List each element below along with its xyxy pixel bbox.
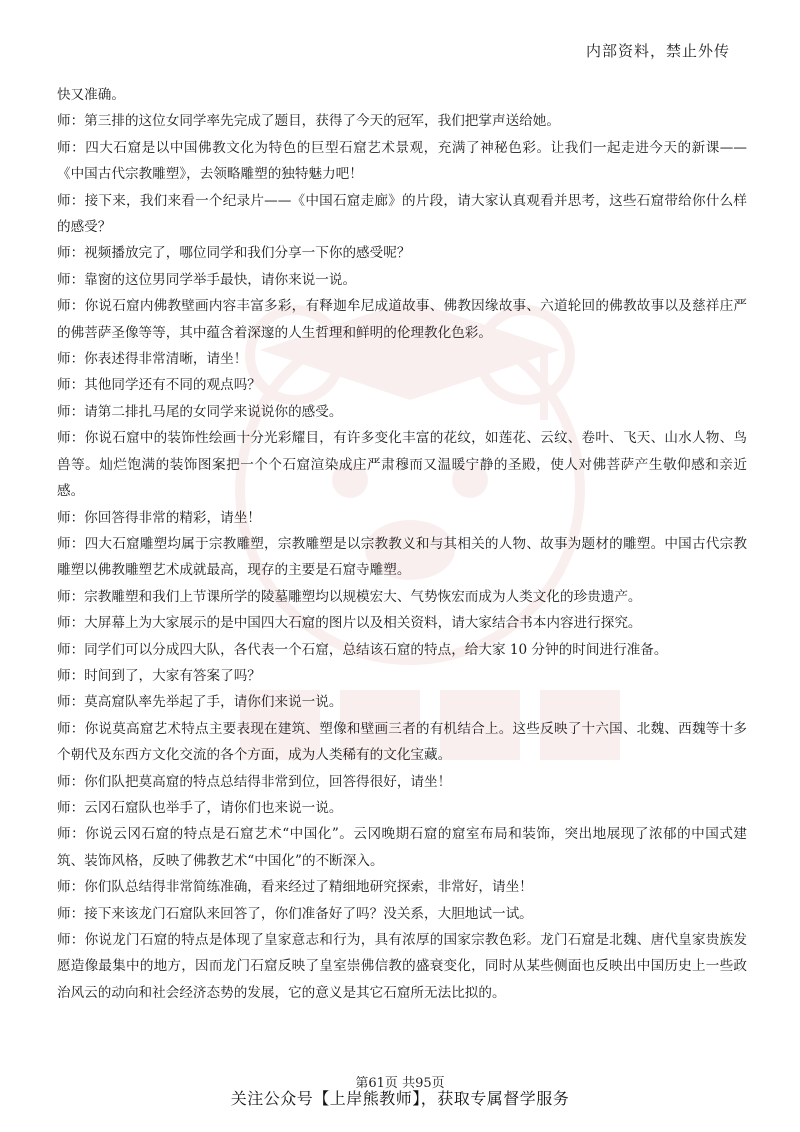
paragraph: 师：宗教雕塑和我们上节课所学的陵墓雕塑均以规模宏大、气势恢宏而成为人类文化的珍贵遗产。 xyxy=(57,588,642,605)
paragraph: 师：你表述得非常清晰，请坐！ xyxy=(57,351,248,368)
page-number: 第61页 共95页 xyxy=(355,1076,445,1091)
paragraph: 师：接下来，我们来看一个纪录片——《中国石窟走廊》的片段，请大家认真观看并思考，这些石窟带给你什么样的感受？ xyxy=(57,192,747,236)
paragraph: 师：接下来该龙门石窟队来回答了，你们准备好了吗？没关系，大胆地试一试。 xyxy=(57,905,533,922)
paragraph: 师：你说云冈石窟的特点是石窟艺术“中国化”。云冈晚期石窟的窟室布局和装饰，突出地展现了浓郁的中国式建筑、装饰风格，反映了佛教艺术“中国化”的不断深入。 xyxy=(57,826,747,869)
lesson-transcript xyxy=(57,82,747,1006)
paragraph: 师：同学们可以分成四大队，各代表一个石窟，总结该石窟的特点，给大家 10 分钟的时间进行准备。 xyxy=(57,641,668,658)
paragraph: 师：你说石窟内佛教壁画内容丰富多彩，有释迦牟尼成道故事、佛教因缘故事、六道轮回的佛教故事以及慈祥庄严的佛菩萨圣像等等，其中蕴含着深邃的人生哲理和鲜明的伦理教化色彩。 xyxy=(57,298,747,341)
footer-promo-text: 关注公众号【上岸熊教师】，获取专属督学服务 xyxy=(230,1089,570,1108)
paragraph: 师：你们队总结得非常简练准确，看来经过了精细地研究探索，非常好，请坐！ xyxy=(57,879,533,896)
paragraph: 师：视频播放完了，哪位同学和我们分享一下你的感受呢？ xyxy=(57,245,411,262)
paragraph: 师：其他同学还有不同的观点吗？ xyxy=(57,377,261,394)
paragraph: 师：四大石窟雕塑均属于宗教雕塑，宗教雕塑是以宗教教义和与其相关的人物、故事为题材的雕塑。中国古代宗教雕塑以佛教雕塑艺术成就最高，现存的主要是石窟寺雕塑。 xyxy=(57,535,747,579)
paragraph: 师：你回答得非常的精彩，请坐！ xyxy=(57,509,261,526)
paragraph: 师：你们队把莫高窟的特点总结得非常到位，回答得很好，请坐！ xyxy=(57,773,452,790)
paragraph: 师：大屏幕上为大家展示的是中国四大石窟的图片以及相关资料，请大家结合书本内容进行探究。 xyxy=(57,615,642,632)
paragraph: 师：时间到了，大家有答案了吗？ xyxy=(57,667,261,684)
paragraph: 师：你说龙门石窟的特点是体现了皇家意志和行为，具有浓厚的国家宗教色彩。龙门石窟是北魏、唐代皇家贵族发愿造像最集中的地方，因而龙门石窟反映了皇室崇佛信教的盛衰变化，同时从某些侧面也反映出中国历史上一些政治风云的动向和社会经济态势的发展，它的意义是其它石窟所无法比拟的。 xyxy=(57,932,747,1001)
paragraph: 师：云冈石窟队也举手了，请你们也来说一说。 xyxy=(57,799,343,816)
paragraph: 快又准确。 xyxy=(57,87,125,103)
paragraph: 师：请第二排扎马尾的女同学来说说你的感受。 xyxy=(57,403,343,420)
paragraph: 师：四大石窟是以中国佛教文化为特色的巨型石窟艺术景观，充满了神秘色彩。让我们一起走进今天的新课——《中国古代宗教雕塑》，去领略雕塑的独特魅力吧！ xyxy=(57,139,747,183)
paragraph: 师：你说莫高窟艺术特点主要表现在建筑、塑像和壁画三者的有机结合上。这些反映了十六国、北魏、西魏等十多个朝代及东西方文化交流的各个方面，成为人类稀有的文化宝藏。 xyxy=(57,720,747,764)
header-note: 内部资料，禁止外传 xyxy=(585,42,730,60)
paragraph: 师：靠窗的这位男同学举手最快，请你来说一说。 xyxy=(57,271,357,288)
paragraph: 师：莫高窟队率先举起了手，请你们来说一说。 xyxy=(57,694,343,711)
paragraph: 师：你说石窟中的装饰性绘画十分光彩耀目，有许多变化丰富的花纹，如莲花、云纹、卷叶、飞天、山水人物、鸟兽等。灿烂饱满的装饰图案把一个个石窟渲染成庄严肃穆而又温暖宁静的圣殿，使人对佛菩萨产生敬仰感和亲近感。 xyxy=(57,430,747,500)
paragraph: 师：第三排的这位女同学率先完成了题目，获得了今天的冠军，我们把掌声送给她。 xyxy=(57,113,560,130)
